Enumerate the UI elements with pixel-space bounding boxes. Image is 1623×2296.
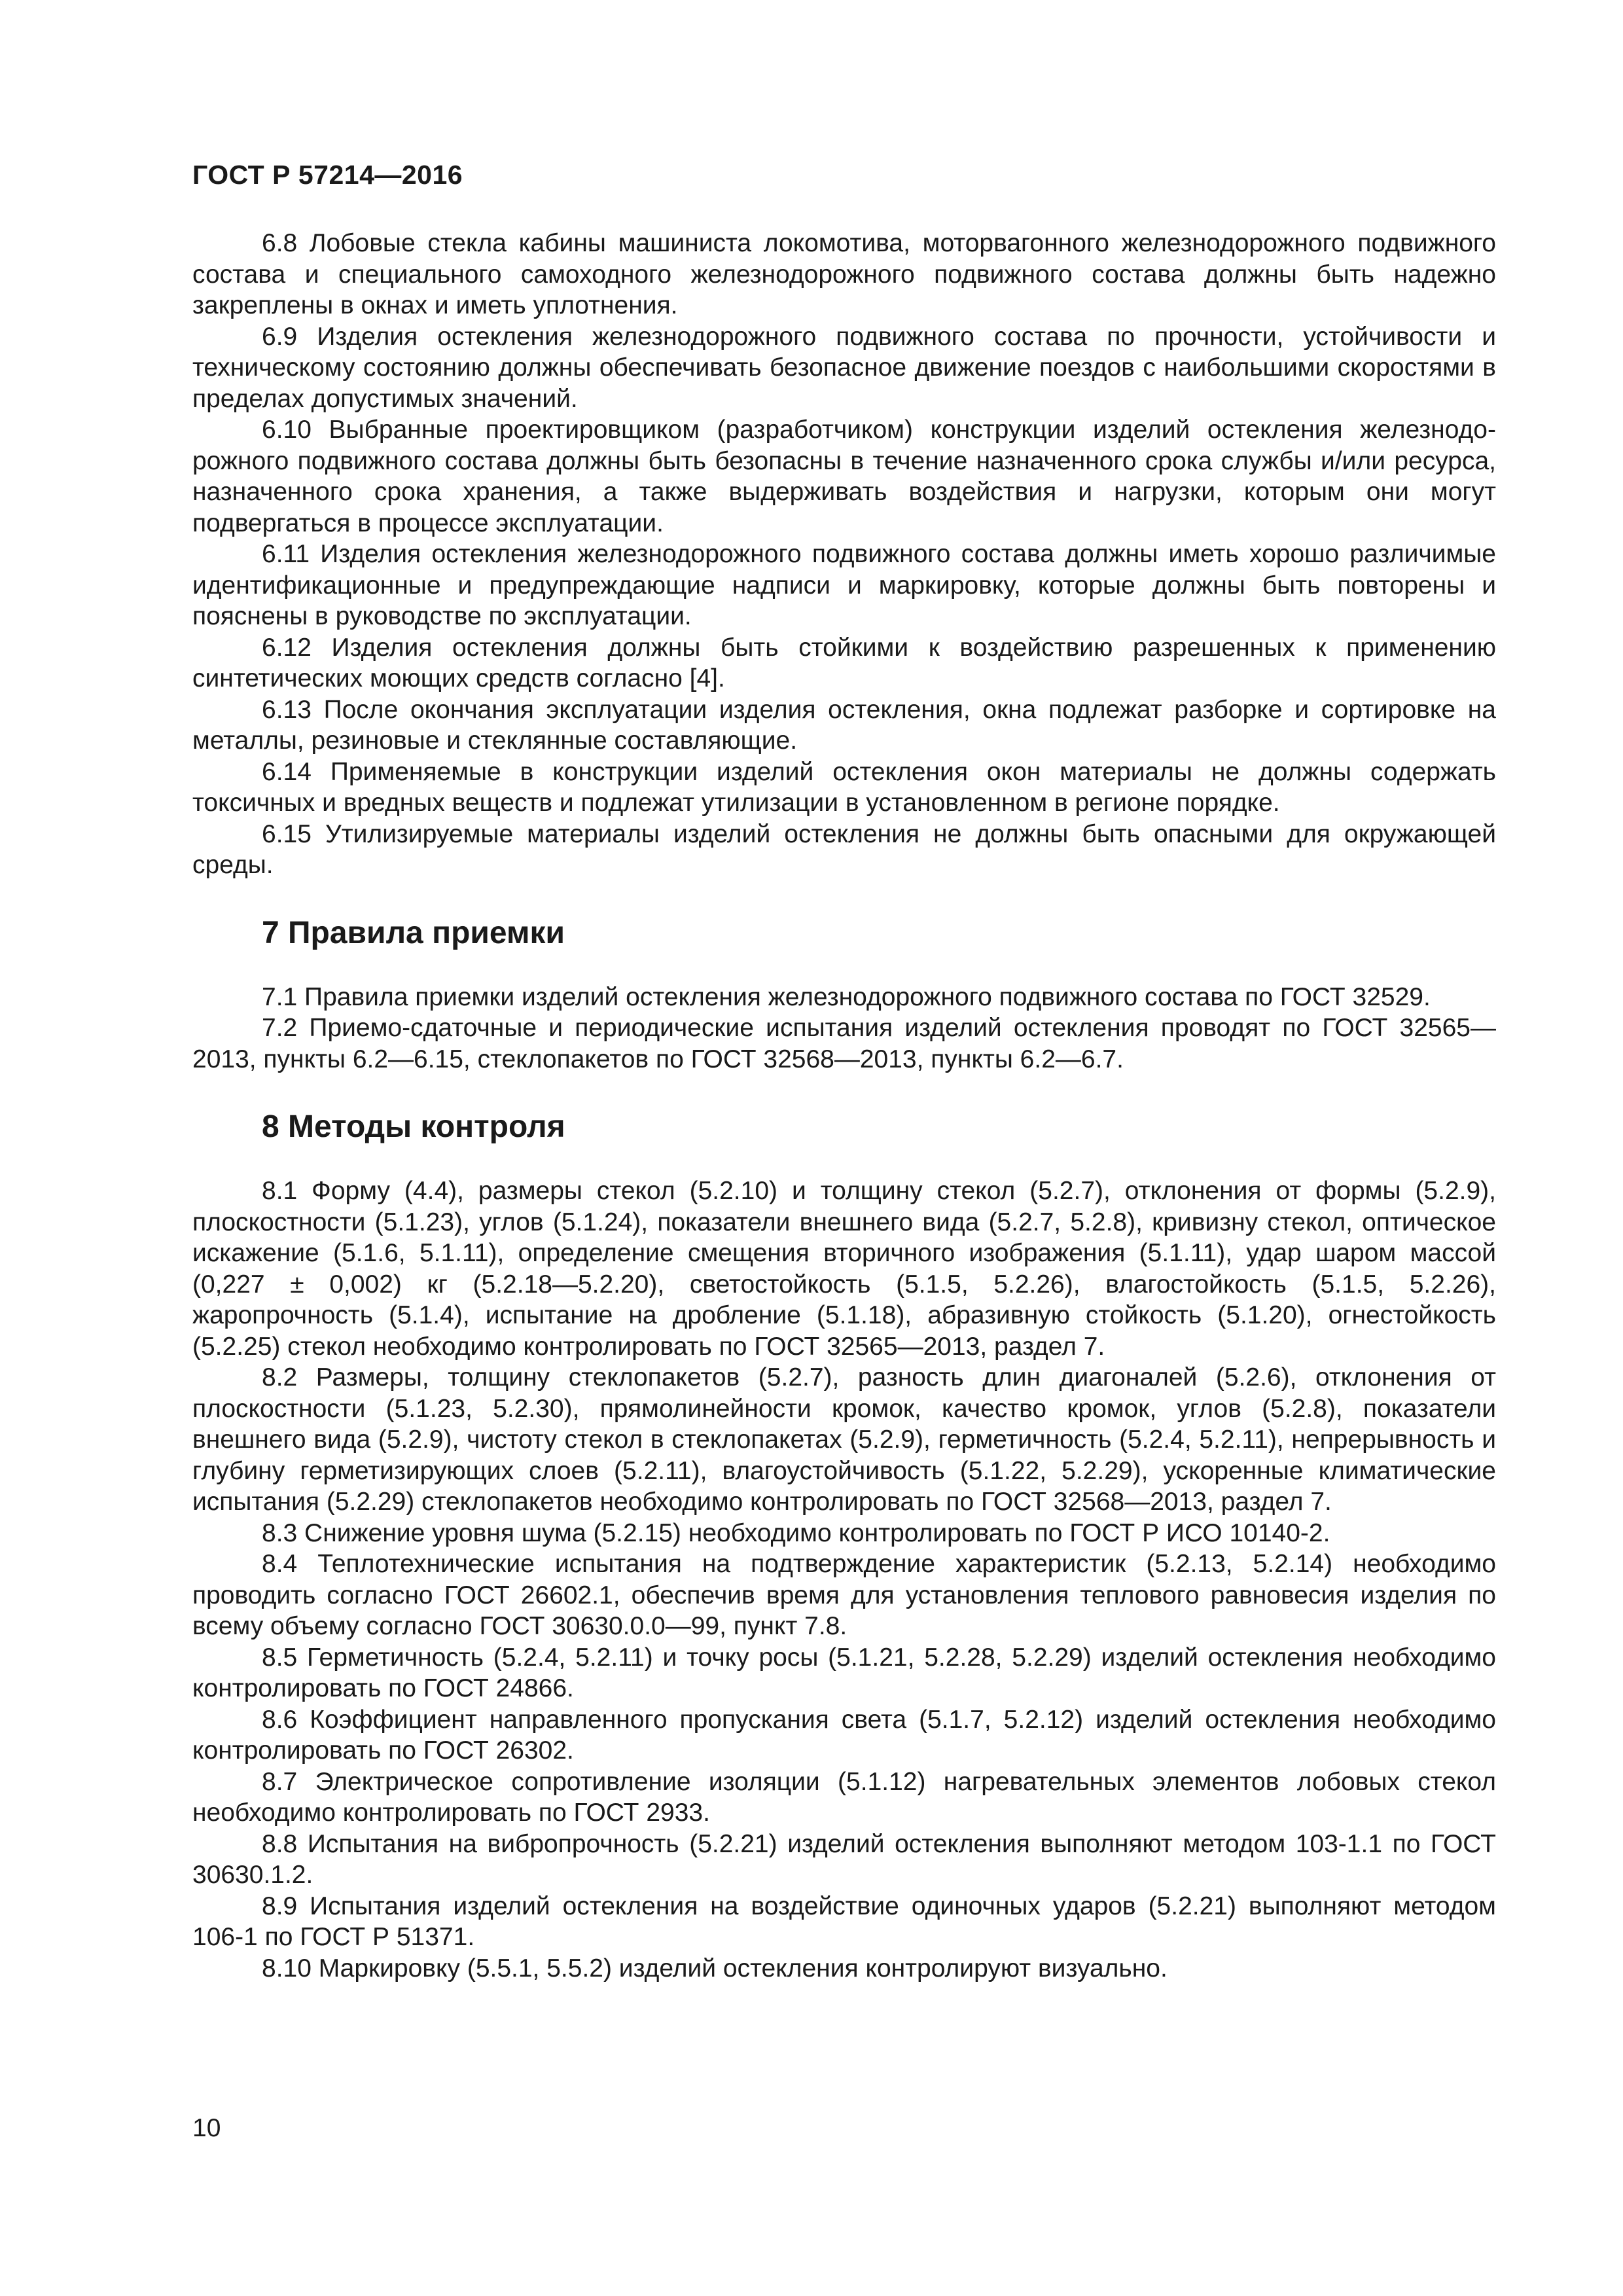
page-number: 10 <box>192 2114 221 2142</box>
paragraph-7-1: 7.1 Правила приемки изделий остекления железнодорожного подвижного состава по ГОСТ 32529. <box>262 982 1431 1011</box>
paragraph-6-9: 6.9 Изделия остекления железнодорожного подвижного состава по прочности, устойчивости и техническому состоянию должны обеспечивать безопасное движение поездов с наибольшими скоростями в пределах допустимых значений. <box>192 322 1496 413</box>
paragraph-8-2: 8.2 Размеры, толщину стеклопакетов (5.2.7), разность длин диагоналей (5.2.6), отклонения от плоскостности (5.1.23, 5.2.30), прямолинейности кромок, качество кромок, углов (5.2.8), показатели внешнего вида (5.2.9), чистоту стекол в стеклопакетах (5.2.9), герметичность (5.2.4, 5.2.11), непрерывность и глубину герметизирующих слоев (5.2.11), влагоустойчивость (5.1.22, 5.2.29), ускоренные климатические испытания (5.2.29) стеклопакетов необходимо контролировать по ГОСТ 32568—2013, раздел 7. <box>192 1363 1496 1516</box>
paragraph-8-8: 8.8 Испытания на вибропрочность (5.2.21) изделий остекления выполняют методом 103-1.1 по ГОСТ 30630.1.2. <box>192 1829 1496 1889</box>
paragraph-6-15: 6.15 Утилизируемые материалы изделий остекления не должны быть опасными для окружающей среды. <box>192 819 1496 879</box>
paragraph-7-2: 7.2 Приемо-сдаточные и периодические испытания изделий остекления проводят по ГОСТ 32565—2013, пункты 6.2—6.15, стеклопакетов по ГОСТ 32568—2013, пункты 6.2—6.7. <box>192 1014 1496 1073</box>
spacer <box>192 1147 1496 1175</box>
paragraph-6-12: 6.12 Изделия остекления должны быть стойкими к воздействию разрешенных к применению синтетических моющих средств согласно [4]. <box>192 633 1496 692</box>
paragraph-8-3: 8.3 Снижение уровня шума (5.2.15) необходимо контролировать по ГОСТ Р ИСО 10140-2. <box>262 1518 1330 1547</box>
paragraph-8-4: 8.4 Теплотехнические испытания на подтверждение характеристик (5.2.13, 5.2.14) необходимо проводить согласно ГОСТ 26602.1, обеспечив время для установления теплового равновесия изделия по всему объему согласно ГОСТ 30630.0.0—99, пункт 7.8. <box>192 1550 1496 1640</box>
paragraph-6-13: 6.13 После окончания эксплуатации изделия остекления, окна подлежат разборке и сортировке на металлы, резиновые и стеклянные составляющие. <box>192 695 1496 755</box>
paragraph-8-1: 8.1 Форму (4.4), размеры стекол (5.2.10) и толщину стекол (5.2.7), отклонения от формы (5.2.9), плоскостности (5.1.23), углов (5.1.24), показатели внешнего вида (5.2.7, 5.2.8), кривизну стекол, оптическое искажение (5.1.6, 5.1.11), определение смещения вторичного изображения (5.1.11), удар шаром массой (0,227 ± 0,002) кг (5.2.18—5.2.20), светостойкость (5.1.5, 5.2.26), влагостойкость (5.1.5, 5.2.26), жаропрочность (5.1.4), испытание на дробление (5.1.18), абразивную стойкость (5.1.20), огнестойкость (5.2.25) стекол необходимо контролировать по ГОСТ 32565—2013, раздел 7. <box>192 1177 1496 1361</box>
section-7-heading: 7 Правила приемки <box>262 915 565 950</box>
spacer <box>192 953 1496 982</box>
paragraph-8-5: 8.5 Герметичность (5.2.4, 5.2.11) и точку росы (5.1.21, 5.2.28, 5.2.29) изделий остекления необходимо контролировать по ГОСТ 24866. <box>192 1643 1496 1702</box>
paragraph-8-7: 8.7 Электрическое сопротивление изоляции (5.1.12) нагревательных элементов лобовых стекол необходимо контролировать по ГОСТ 2933. <box>192 1767 1496 1827</box>
paragraph-8-9: 8.9 Испытания изделий остекления на воздействие одиночных ударов (5.2.21) выполняют методом 106-1 по ГОСТ Р 51371. <box>192 1892 1496 1951</box>
paragraph-8-6: 8.6 Коэффициент направленного пропускания света (5.1.7, 5.2.12) изделий остекления необходимо контролировать по ГОСТ 26302. <box>192 1705 1496 1765</box>
paragraph-6-11: 6.11 Изделия остекления железнодорожного подвижного состава должны иметь хорошо различимые идентификационные и предупреждающие надписи и маркировку, которые должны быть повторены и пояснены в руководстве по эксплуатации. <box>192 540 1496 630</box>
paragraph-6-10: 6.10 Выбранные проектировщиком (разработчиком) конструкции изделий остекления железнодорожного подвижного состава должны быть безопасны в течение назначенного срока службы и/или ресурса, назначенного срока хранения, а также выдерживать воздействия и нагрузки, которым они могут подвергаться в процессе эксплуатации. <box>192 416 1496 537</box>
paragraph-8-10: 8.10 Маркировку (5.5.1, 5.5.2) изделий остекления контролируют визуально. <box>262 1954 1168 1982</box>
paragraph-6-8: 6.8 Лобовые стекла кабины машиниста локомотива, моторвагонного железнодорожного подвижного состава и специального самоходного железнодорожного подвижного состава должны быть надежно закреплены в окнах и иметь уплотнения. <box>192 229 1496 319</box>
paragraph-6-14: 6.14 Применяемые в конструкции изделий остекления окон материалы не должны содержать токсичных и вредных веществ и подлежат утилизации в установленном в регионе порядке. <box>192 757 1496 817</box>
section-8-heading: 8 Методы контроля <box>262 1109 565 1144</box>
spacer <box>192 1075 1496 1107</box>
document-body <box>192 228 1496 1984</box>
spacer <box>192 881 1496 914</box>
document-header: ГОСТ Р 57214—2016 <box>192 160 463 190</box>
document-page <box>192 0 1496 2296</box>
